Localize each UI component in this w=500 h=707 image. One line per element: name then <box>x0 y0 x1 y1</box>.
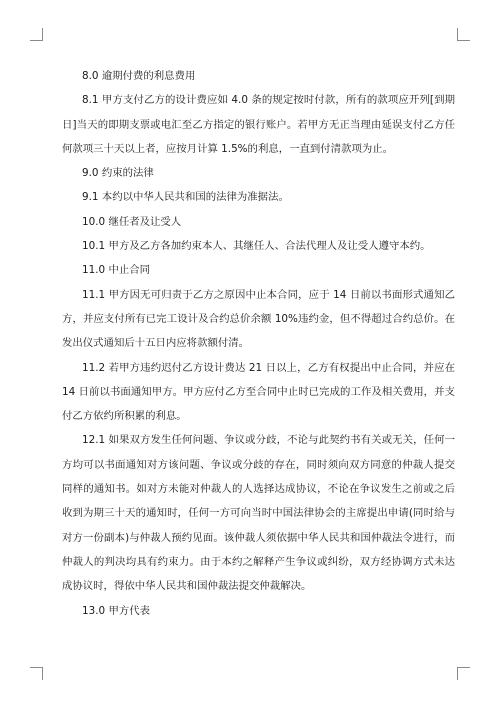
crop-mark-top-left <box>30 28 43 41</box>
clause-8-1: 8.1 甲方支付乙方的设计费应如 4.0 条的规定按时付款，所有的款项应开列[到期日]当天的即期支票或电汇至乙方指定的银行账户。若甲方无正当理由延误支付乙方任何款项三十天以上者，应按月计算 1.5%的利息，一直到付清款项为止。 <box>62 94 455 155</box>
section-heading-10: 10.0 继任者及让受人 <box>82 215 182 228</box>
section-heading-11: 11.0 中止合同 <box>82 264 151 277</box>
clause-9-1: 9.1 本约以中华人民共和国的法律为准据法。 <box>82 191 289 204</box>
clause-10-1: 10.1 甲方及乙方各加约束本人、其继任人、合法代理人及让受人遵守本约。 <box>82 240 431 253</box>
document-body <box>62 64 455 623</box>
section-heading-13: 13.0 甲方代表 <box>82 604 151 617</box>
crop-mark-bottom-left <box>30 667 43 680</box>
clause-11-2: 11.2 若甲方违约迟付乙方设计费达 21 日以上，乙方有权提出中止合同，并应在 14 日前以书面通知甲方。甲方应付乙方至合同中止时已完成的工作及相关费用，并支付乙方依约所积累的利息。 <box>62 361 455 423</box>
crop-mark-bottom-right <box>457 667 470 680</box>
clause-12-1: 12.1 如果双方发生任何问题、争议或分歧，不论与此契约书有关或无关，任何一方均可以书面通知对方该问题、争议或分歧的存在，同时须向双方同意的仲裁人提交同样的通知书。如对方未能对仲裁人的人选择达成协议，不论在争议发生之前或之后收到为期三十天的通知时，任何一方可向当时中国法律协会的主席提出申请(同时给与对方一份副本)与仲裁人预约见面。该仲裁人须依据中华人民共和国仲裁法令进行，而仲裁人的判决均具有约束力。由于本约之解释产生争议或纠纷，双方经协调方式未达成协议时，得依中华人民共和国仲裁法提交仲裁解决。 <box>62 434 455 593</box>
crop-mark-top-right <box>457 28 470 41</box>
section-heading-8: 8.0 逾期付费的利息费用 <box>82 70 196 82</box>
clause-11-1: 11.1 甲方因无可归责于乙方之原因中止本合同，应于 14 日前以书面形式通知乙方，并应支付所有已完工设计及合约总价余额 10%违约金，但不得超过合约总价。在发出仪式通知后十五日内应将款额付清。 <box>62 288 455 350</box>
section-heading-9: 9.0 约束的法律 <box>82 167 154 180</box>
